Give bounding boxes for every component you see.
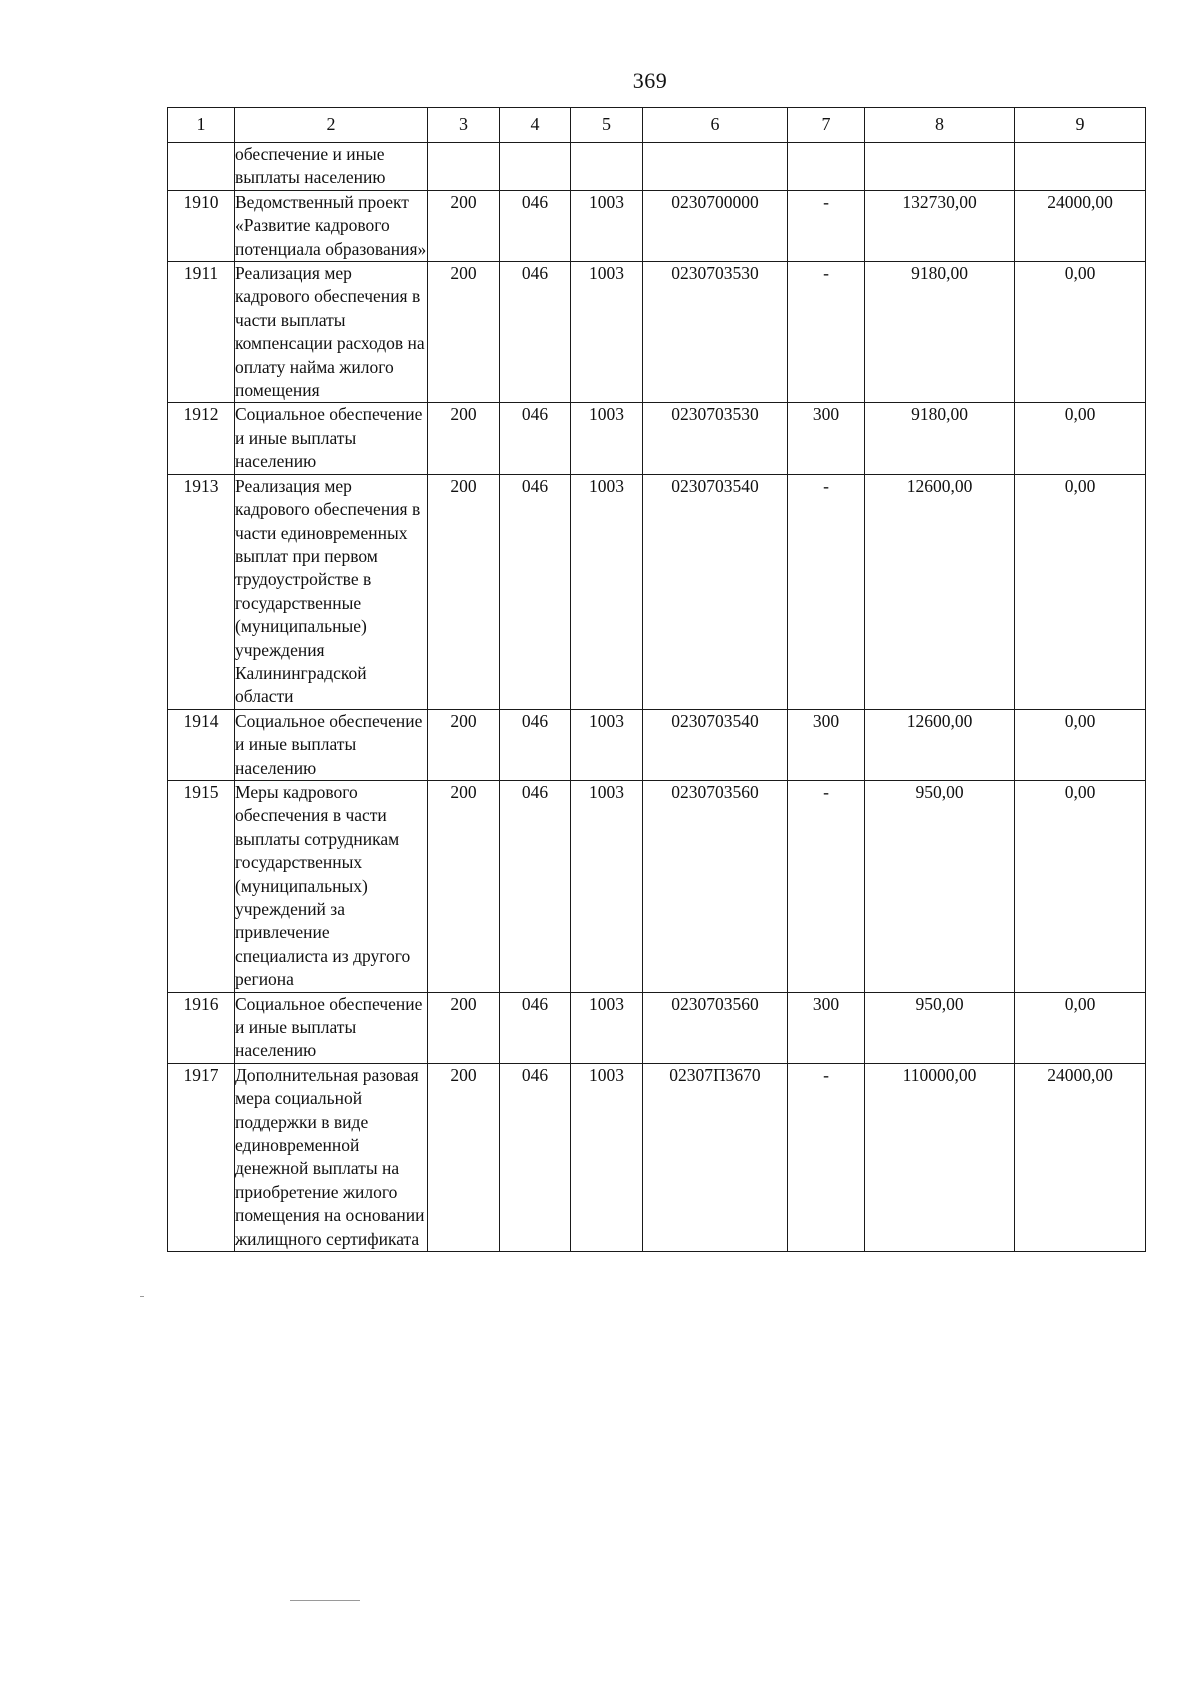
header-col-6: 6 — [643, 108, 788, 143]
scan-mark-bottom — [290, 1600, 360, 1601]
row-col-9: 24000,00 — [1015, 190, 1146, 261]
row-col-5: 1003 — [571, 403, 643, 474]
row-name: обеспечение и иные выплаты населению — [235, 143, 428, 191]
row-col-4: 046 — [500, 1063, 571, 1251]
row-name: Реализация мер кадрового обеспечения в части выплаты компенсации расходов на оплату найма жилого помещения — [235, 262, 428, 403]
row-col-7: 300 — [788, 709, 865, 780]
row-col-3 — [428, 143, 500, 191]
row-col-4: 046 — [500, 780, 571, 992]
row-col-6: 0230703540 — [643, 709, 788, 780]
row-col-3: 200 — [428, 992, 500, 1063]
row-col-9: 24000,00 — [1015, 1063, 1146, 1251]
row-col-3: 200 — [428, 474, 500, 709]
row-col-9: 0,00 — [1015, 709, 1146, 780]
header-col-7: 7 — [788, 108, 865, 143]
row-number: 1910 — [168, 190, 235, 261]
row-col-9: 0,00 — [1015, 474, 1146, 709]
row-col-7 — [788, 143, 865, 191]
row-number: 1912 — [168, 403, 235, 474]
row-col-3: 200 — [428, 403, 500, 474]
table-row — [168, 403, 1146, 474]
row-col-4: 046 — [500, 403, 571, 474]
page-number: 369 — [632, 68, 668, 93]
row-col-4: 046 — [500, 262, 571, 403]
row-col-3: 200 — [428, 262, 500, 403]
row-col-8: 12600,00 — [865, 474, 1015, 709]
header-row — [168, 108, 1146, 143]
row-col-9: 0,00 — [1015, 780, 1146, 992]
table-row — [168, 143, 1146, 191]
row-col-6: 0230703540 — [643, 474, 788, 709]
row-name: Меры кадрового обеспечения в части выплаты сотрудникам государственных (муниципальных) учреждений за привлечение специалиста из другого региона — [235, 780, 428, 992]
row-col-4: 046 — [500, 992, 571, 1063]
row-col-7: - — [788, 262, 865, 403]
row-name: Социальное обеспечение и иные выплаты населению — [235, 992, 428, 1063]
row-col-6: 0230700000 — [643, 190, 788, 261]
row-name: Социальное обеспечение и иные выплаты населению — [235, 403, 428, 474]
row-number: 1914 — [168, 709, 235, 780]
row-col-8: 950,00 — [865, 992, 1015, 1063]
row-number: 1915 — [168, 780, 235, 992]
header-col-2: 2 — [235, 108, 428, 143]
row-col-6: 0230703530 — [643, 262, 788, 403]
table-row — [168, 190, 1146, 261]
header-col-5: 5 — [571, 108, 643, 143]
row-col-8: 12600,00 — [865, 709, 1015, 780]
row-col-5: 1003 — [571, 262, 643, 403]
row-col-5: 1003 — [571, 709, 643, 780]
row-col-3: 200 — [428, 190, 500, 261]
row-col-9 — [1015, 143, 1146, 191]
row-col-8: 9180,00 — [865, 262, 1015, 403]
row-col-5: 1003 — [571, 780, 643, 992]
row-col-9: 0,00 — [1015, 992, 1146, 1063]
row-col-5: 1003 — [571, 474, 643, 709]
header-col-4: 4 — [500, 108, 571, 143]
table-row — [168, 709, 1146, 780]
table-row — [168, 992, 1146, 1063]
header-col-3: 3 — [428, 108, 500, 143]
row-col-8 — [865, 143, 1015, 191]
budget-table — [167, 107, 1146, 1252]
row-col-4: 046 — [500, 709, 571, 780]
table-row — [168, 780, 1146, 992]
row-name: Реализация мер кадрового обеспечения в части единовременных выплат при первом трудоустройстве в государственные (муниципальные) учреждения Калининградской области — [235, 474, 428, 709]
row-col-5: 1003 — [571, 190, 643, 261]
row-col-4: 046 — [500, 190, 571, 261]
row-col-5: 1003 — [571, 1063, 643, 1251]
row-col-6: 02307П3670 — [643, 1063, 788, 1251]
row-col-7: 300 — [788, 992, 865, 1063]
row-col-7: - — [788, 474, 865, 709]
row-col-7: - — [788, 190, 865, 261]
row-col-5: 1003 — [571, 992, 643, 1063]
row-col-9: 0,00 — [1015, 262, 1146, 403]
header-col-9: 9 — [1015, 108, 1146, 143]
row-col-6: 0230703560 — [643, 780, 788, 992]
header-col-8: 8 — [865, 108, 1015, 143]
row-number: 1916 — [168, 992, 235, 1063]
row-col-6: 0230703530 — [643, 403, 788, 474]
table-row — [168, 1063, 1146, 1251]
row-col-8: 9180,00 — [865, 403, 1015, 474]
table-row — [168, 262, 1146, 403]
table-row — [168, 474, 1146, 709]
row-col-6 — [643, 143, 788, 191]
row-col-8: 132730,00 — [865, 190, 1015, 261]
scan-mark-left — [140, 1296, 144, 1297]
row-col-7: - — [788, 1063, 865, 1251]
row-number: 1917 — [168, 1063, 235, 1251]
row-col-3: 200 — [428, 1063, 500, 1251]
row-col-6: 0230703560 — [643, 992, 788, 1063]
row-col-8: 950,00 — [865, 780, 1015, 992]
row-col-5 — [571, 143, 643, 191]
row-number: 1913 — [168, 474, 235, 709]
row-name: Социальное обеспечение и иные выплаты населению — [235, 709, 428, 780]
row-col-8: 110000,00 — [865, 1063, 1015, 1251]
row-col-4 — [500, 143, 571, 191]
row-name: Дополнительная разовая мера социальной поддержки в виде единовременной денежной выплаты на приобретение жилого помещения на основании жилищного сертификата — [235, 1063, 428, 1251]
row-col-9: 0,00 — [1015, 403, 1146, 474]
row-number: 1911 — [168, 262, 235, 403]
row-col-3: 200 — [428, 780, 500, 992]
row-col-7: 300 — [788, 403, 865, 474]
row-col-4: 046 — [500, 474, 571, 709]
header-col-1: 1 — [168, 108, 235, 143]
row-col-7: - — [788, 780, 865, 992]
row-col-3: 200 — [428, 709, 500, 780]
row-name: Ведомственный проект «Развитие кадрового потенциала образования» — [235, 190, 428, 261]
row-number — [168, 143, 235, 191]
